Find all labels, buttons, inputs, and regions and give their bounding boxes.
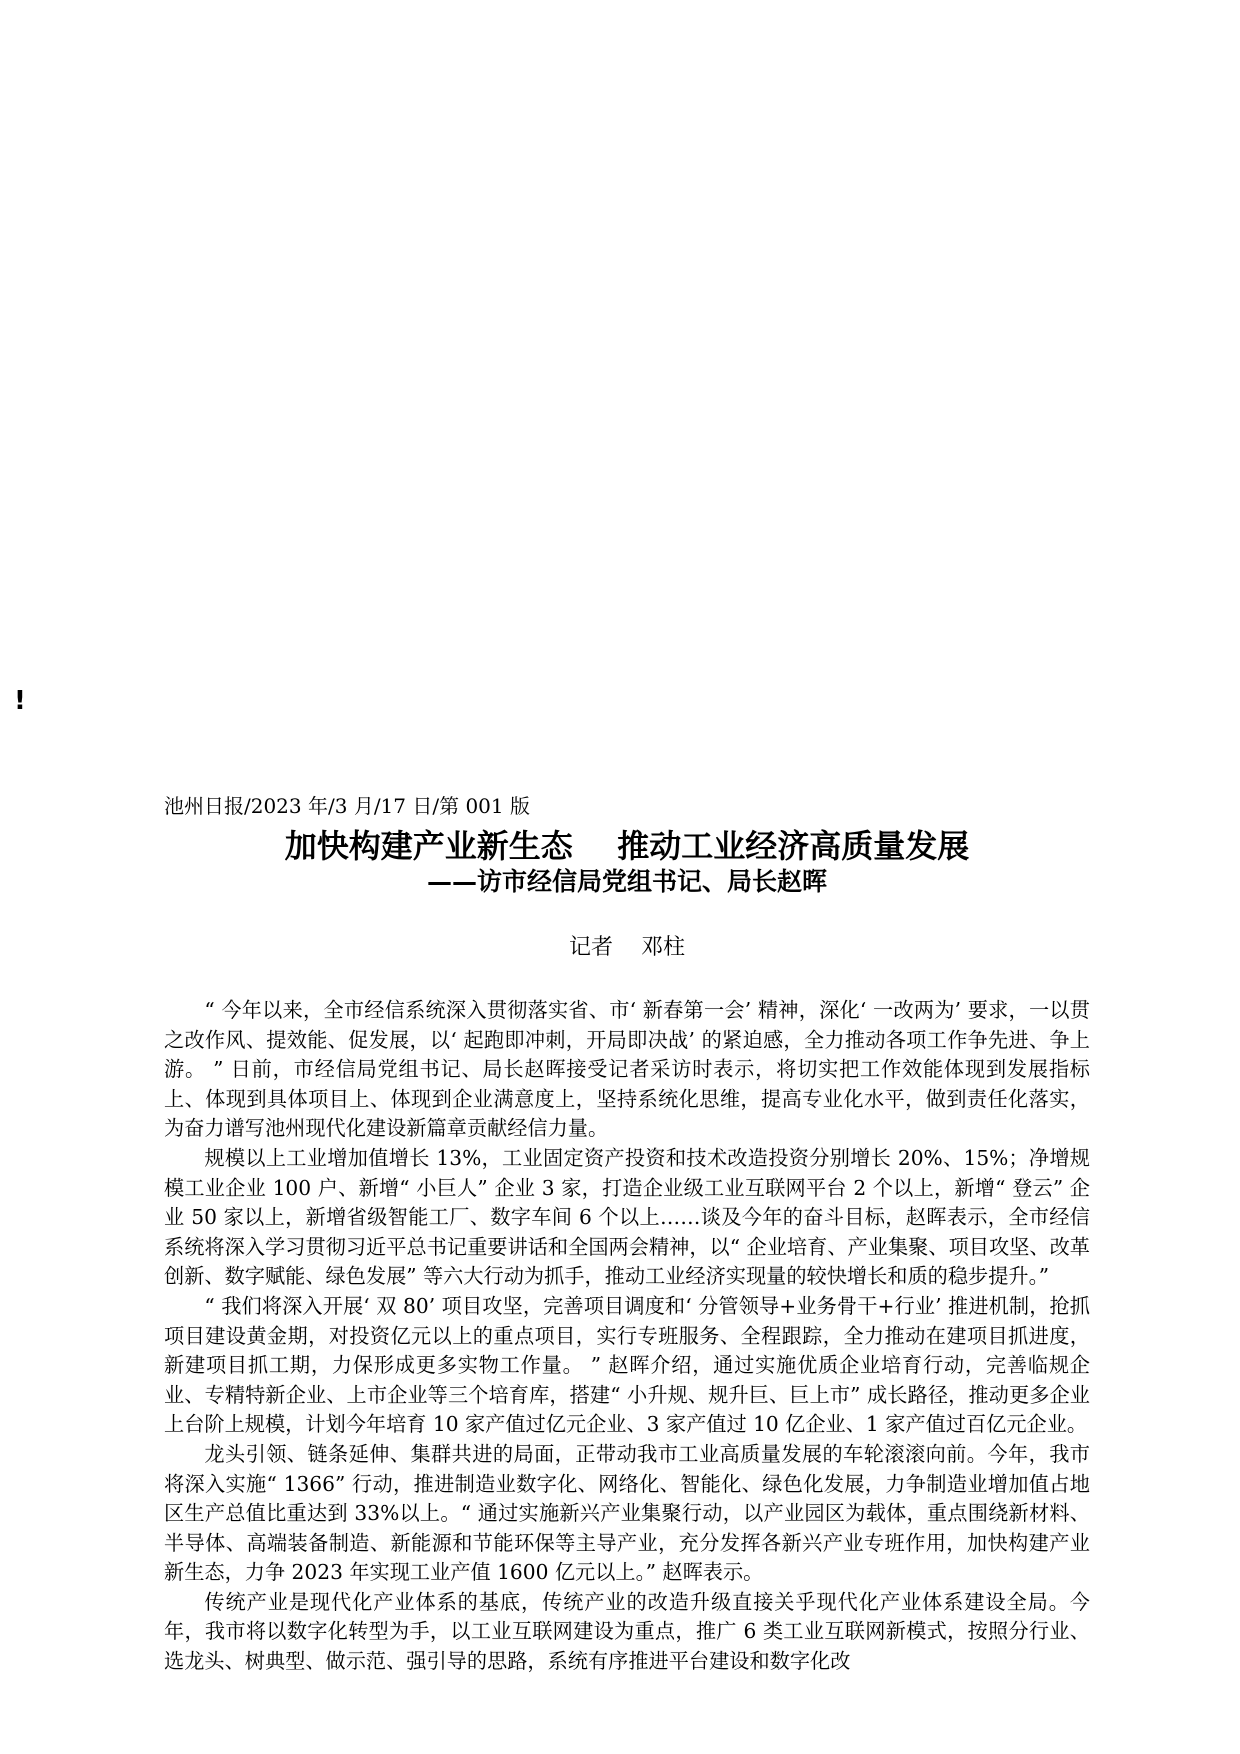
paragraph: 规模以上工业增加值增长 13%，工业固定资产投资和技术改造投资分别增长 20%、15%；净增规模工业企业 100 户、新增“ 小巨人” 企业 3 家，打造企业级工业互联网平台 2 个以上，新增“ 登云” 企业 50 家以上，新增省级智能工厂、数字车间 6 个以上……谈及今年的奋斗目标，赵晖表示，全市经信系统将深入学习贯彻习近平总书记重要讲话和全国两会精神，以“ 企业培育、产业集聚、项目攻坚、改革创新、数字赋能、绿色发展” 等六大行动为抓手，推动工业经济实现量的较快增长和质的稳步提升。” — [164, 1145, 1090, 1289]
article — [164, 792, 1090, 1677]
paragraph: 传统产业是现代化产业体系的基底，传统产业的改造升级直接关乎现代化产业体系建设全局。今年，我市将以数字化转型为手，以工业互联网建设为重点，推广 6 类工业互联网新模式，按照分行业、选龙头、树典型、做示范、强引导的思路，系统有序推进平台建设和数字化改 — [164, 1589, 1090, 1674]
article-body — [164, 996, 1090, 1677]
paragraph: “ 我们将深入开展‘ 双 80’ 项目攻坚，完善项目调度和‘ 分管领导+业务骨干+行业’ 推进机制，抢抓项目建设黄金期，对投资亿元以上的重点项目，实行专班服务、全程跟踪，全力推动在建项目抓进度，新建项目抓工期，力保形成更多实物工作量。 ” 赵晖介绍，通过实施优质企业培育行动，完善临规企业、专精特新企业、上市企业等三个培育库，搭建“ 小升规、规升巨、巨上市” 成长路径，推动更多企业上台阶上规模，计划今年培育 10 家产值过亿元企业、3 家产值过 10 亿企业、1 家产值过百亿元企业。 — [164, 1293, 1090, 1437]
byline: 记者 邓柱 — [569, 935, 685, 960]
source-line: 池州日报/2023 年/3 月/17 日/第 001 版 — [164, 794, 530, 818]
paragraph: 龙头引领、链条延伸、集群共进的局面，正带动我市工业高质量发展的车轮滚滚向前。今年，我市将深入实施“ 1366” 行动，推进制造业数字化、网络化、智能化、绿色化发展，力争制造业增加值占地区生产总值比重达到 33%以上。“ 通过实施新兴产业集聚行动，以产业园区为载体，重点围绕新材料、半导体、高端装备制造、新能源和节能环保等主导产业，充分发挥各新兴产业专班作用，加快构建产业新生态，力争 2023 年实现工业产值 1600 亿元以上。” 赵晖表示。 — [164, 1441, 1090, 1585]
paragraph: “ 今年以来，全市经信系统深入贯彻落实省、市‘ 新春第一会’ 精神，深化‘ 一改两为’ 要求，一以贯之改作风、提效能、促发展，以‘ 起跑即冲刺，开局即决战’ 的紧迫感，全力推动各项工作争先进、争上游。 ” 日前，市经信局党组书记、局长赵晖接受记者采访时表示，将切实把工作效能体现到发展指标上、体现到具体项目上、体现到企业满意度上，坚持系统化思维，提高专业化水平，做到责任化落实，为奋力谱写池州现代化建设新篇章贡献经信力量。 — [164, 998, 1090, 1141]
exclamation-mark: ! — [14, 686, 26, 716]
article-title: 加快构建产业新生态 推动工业经济高质量发展 — [284, 827, 970, 865]
article-subtitle: ——访市经信局党组书记、局长赵晖 — [426, 867, 827, 896]
